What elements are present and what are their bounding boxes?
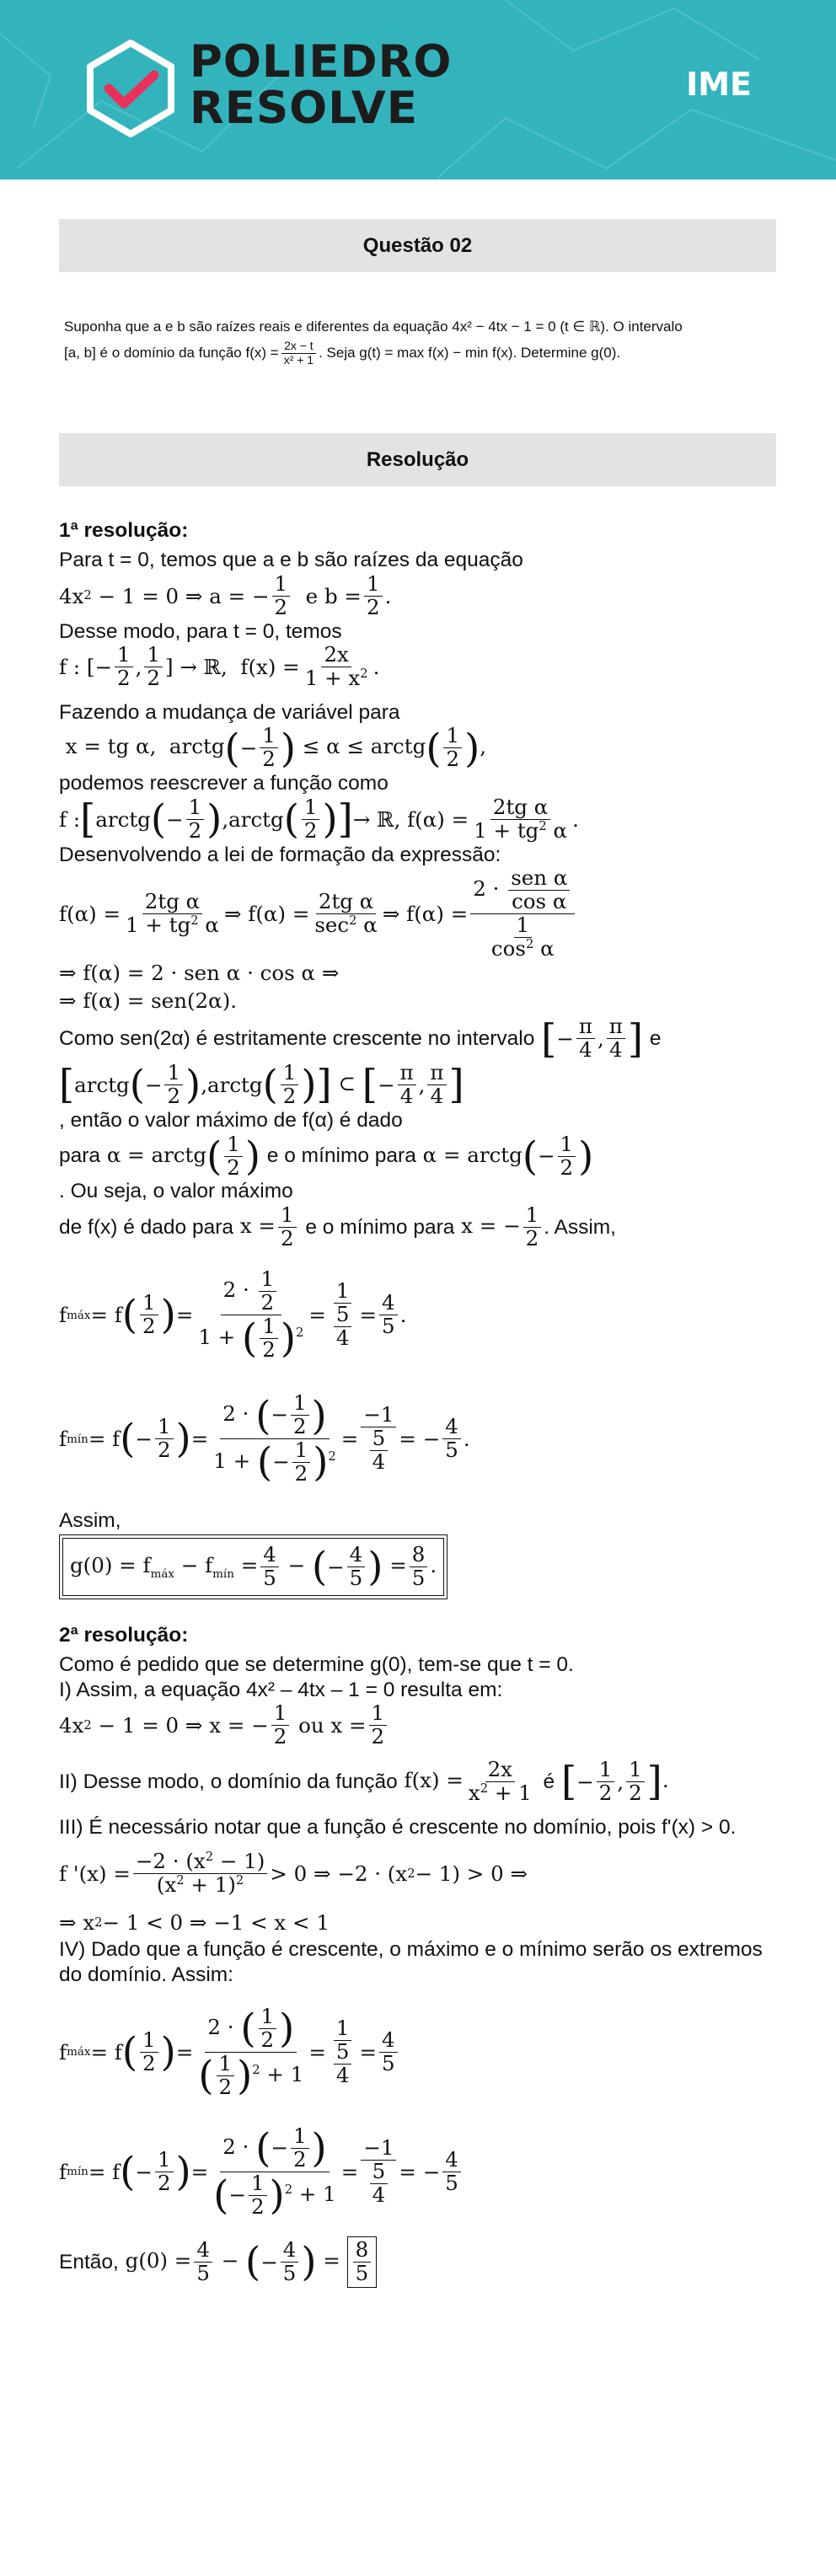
resolution-body bbox=[59, 518, 784, 2288]
brand-line-1: POLIEDRO bbox=[190, 36, 453, 88]
brand-name bbox=[190, 36, 453, 134]
paragraph-3: Fazendo a mudança de variável para x = tg α, arctg ( − 1 2 ) ≤ α ≤ arctg ( 1 2 ) , bbox=[59, 701, 487, 772]
paragraph-q1: Como é pedido que se determine g(0), tem-se que t = 0. bbox=[59, 1653, 574, 1677]
boxed-answer-1: $g(0) = f_{máx} - f_{mín}$ = $\frac{4}{5}$ − ( − 4 5 ) = $\frac{8}{5}$ . bbox=[59, 1533, 784, 1601]
paragraph-8: para α = arctg ( 1 2 ) e o mínimo para α = arctg ( − 1 2 ) . Ou seja, o valor máximo bbox=[59, 1131, 594, 1203]
poliedro-logo-icon bbox=[80, 38, 181, 139]
paragraph-2: Desse modo, para t = 0, temos bbox=[59, 619, 342, 643]
resolution-title: Resolução bbox=[366, 448, 469, 471]
equation-inequality: ⇒ x 2 − 1 < 0 ⇒ −1 < x < 1 bbox=[59, 1909, 330, 1935]
equation-roots-2: 4x 2 − 1 = 0 ⇒ x = − 1 2 ou x = 1 2 bbox=[59, 1702, 784, 1749]
question-statement bbox=[64, 314, 780, 367]
paragraph-q5: IV) Dado que a função é crescente, o máximo e o mínimo serão os extremos do domínio. Assim: bbox=[59, 1938, 763, 1986]
final-answer-line: Então, g(0) = $\frac{4}{5}$ − ( − 4 5 ) = $\frac{8}{5}$ bbox=[59, 2236, 784, 2288]
header-banner bbox=[0, 0, 836, 179]
paragraph-q2: I) Assim, a equação 4x² – 4tx – 1 = 0 resulta em: bbox=[59, 1678, 503, 1701]
question-title-bar bbox=[59, 219, 776, 272]
paragraph-5: Desenvolvendo a lei de formação da expressão: bbox=[59, 843, 501, 866]
brand-line-2: RESOLVE bbox=[190, 83, 418, 134]
statement-fraction: $\frac{2x - t}{\text{x² + 1}}$ bbox=[281, 340, 316, 367]
statement-line-2: [a, b] é o domínio da função f(x) = $\frac{2x - t}{\text{x² + 1}}$ . Seja g(t) = max f(x) − min f(x). Determine g(0). bbox=[64, 339, 621, 367]
equation-derivative: f '(x) = $-2 \cdot (x^2 - 1)$ $(x^2 + 1)^2$ > 0 ⇒ −2 · (x 2 − 1) > 0 ⇒ bbox=[59, 1849, 528, 1898]
equation-function-alpha: f : [ arctg ( − 1 2 ) ,arctg ( 1 2 ) ] → ℝ, f(α) = 2tg α $1 + tg^2$ α . bbox=[59, 794, 579, 843]
question-title: Questão 02 bbox=[362, 234, 473, 257]
equation-sin2a: ⇒ f(α) = sen(2α). bbox=[59, 988, 238, 1013]
second-resolution-heading: 2ª resolução: bbox=[59, 1624, 189, 1647]
paragraph-6: Como sen(2α) é estritamente crescente no intervalo [ − π 4 , π 4 ] e bbox=[59, 1014, 662, 1063]
equation-development: f(α) = 2tg α $1 + tg^2$ α ⇒ f(α) = 2tg α $\sec^2 \alpha$ ⇒ f(α) = 2 · sen α cos α $\frac{1}{\cos^2 \alpha}$ ⇒ f(α) = 2 · sen α · cos α ⇒ bbox=[59, 867, 784, 985]
exam-label: IME bbox=[686, 66, 752, 103]
paragraph-7: [ arctg ( − 1 2 ) ,arctg ( 1 2 ) ] ⊂ [ − π 4 , π 4 ] , então o valor máximo de f(α) é dado bbox=[59, 1060, 464, 1133]
paragraph-1: Para t = 0, temos que a e b são raízes da equação bbox=[59, 549, 523, 572]
equation-fmax-2: f máx = f ( 1 2 ) = 2 · ( 1 2 ) ( 1 2 ) $^2$ + 1 = 1 $\frac{5}{4}$ = 4 5 bbox=[59, 1997, 784, 2107]
paragraph-q4: III) É necessário notar que a função é crescente no domínio, pois f'(x) > 0. bbox=[59, 1816, 737, 1840]
paragraph-q3: II) Desse modo, o domínio da função f(x) = $\frac{2x}{x^2 + 1}$ é [ − 1 2 , 1 2 ] . bbox=[59, 1757, 669, 1806]
equation-function-domain: f : [− 1 2 , 1 2 ] → ℝ, f(x) = 2x $1 + x^2$ . bbox=[59, 642, 380, 691]
equation-fmin-2: f mín = f ( − 1 2 ) = 2 · ( − 1 2 ) ( − 1 2 ) $^2$ + 1 = −1 $\frac{5}{4}$ = − 4 5 bbox=[59, 2117, 784, 2226]
paragraph-9: de f(x) é dado para x = $\frac{1}{2}$ e o mínimo para x = − $\frac{1}{2}$ . Assim, bbox=[59, 1202, 616, 1251]
first-resolution-heading: 1ª resolução: bbox=[59, 519, 189, 542]
paragraph-assim: Assim, bbox=[59, 1508, 121, 1532]
equation-roots: 4x 2 − 1 = 0 ⇒ a = − 1 2 e b = 1 2 . bbox=[59, 570, 392, 619]
statement-line-1: Suponha que a e b são raízes reais e diferentes da equação 4x² − 4tx − 1 = 0 (t ∈ ℝ). O intervalo bbox=[64, 319, 683, 335]
equation-fmin: f mín = f ( − 1 2 ) = 2 · ( − 1 2 ) 1 + ( − 1 2 ) $^2$ = −1 $\frac{5}{4}$ = − 4 5 . bbox=[59, 1390, 470, 1486]
paragraph-4: podemos reescrever a função como bbox=[59, 772, 389, 795]
equation-fmax: f máx = f ( 1 2 ) = 2 · $\frac{1}{2}$ 1 + ( 1 2 ) $^2$ = 1 $\frac{5}{4}$ = 4 5 . bbox=[59, 1267, 407, 1363]
resolution-title-bar bbox=[59, 433, 776, 486]
